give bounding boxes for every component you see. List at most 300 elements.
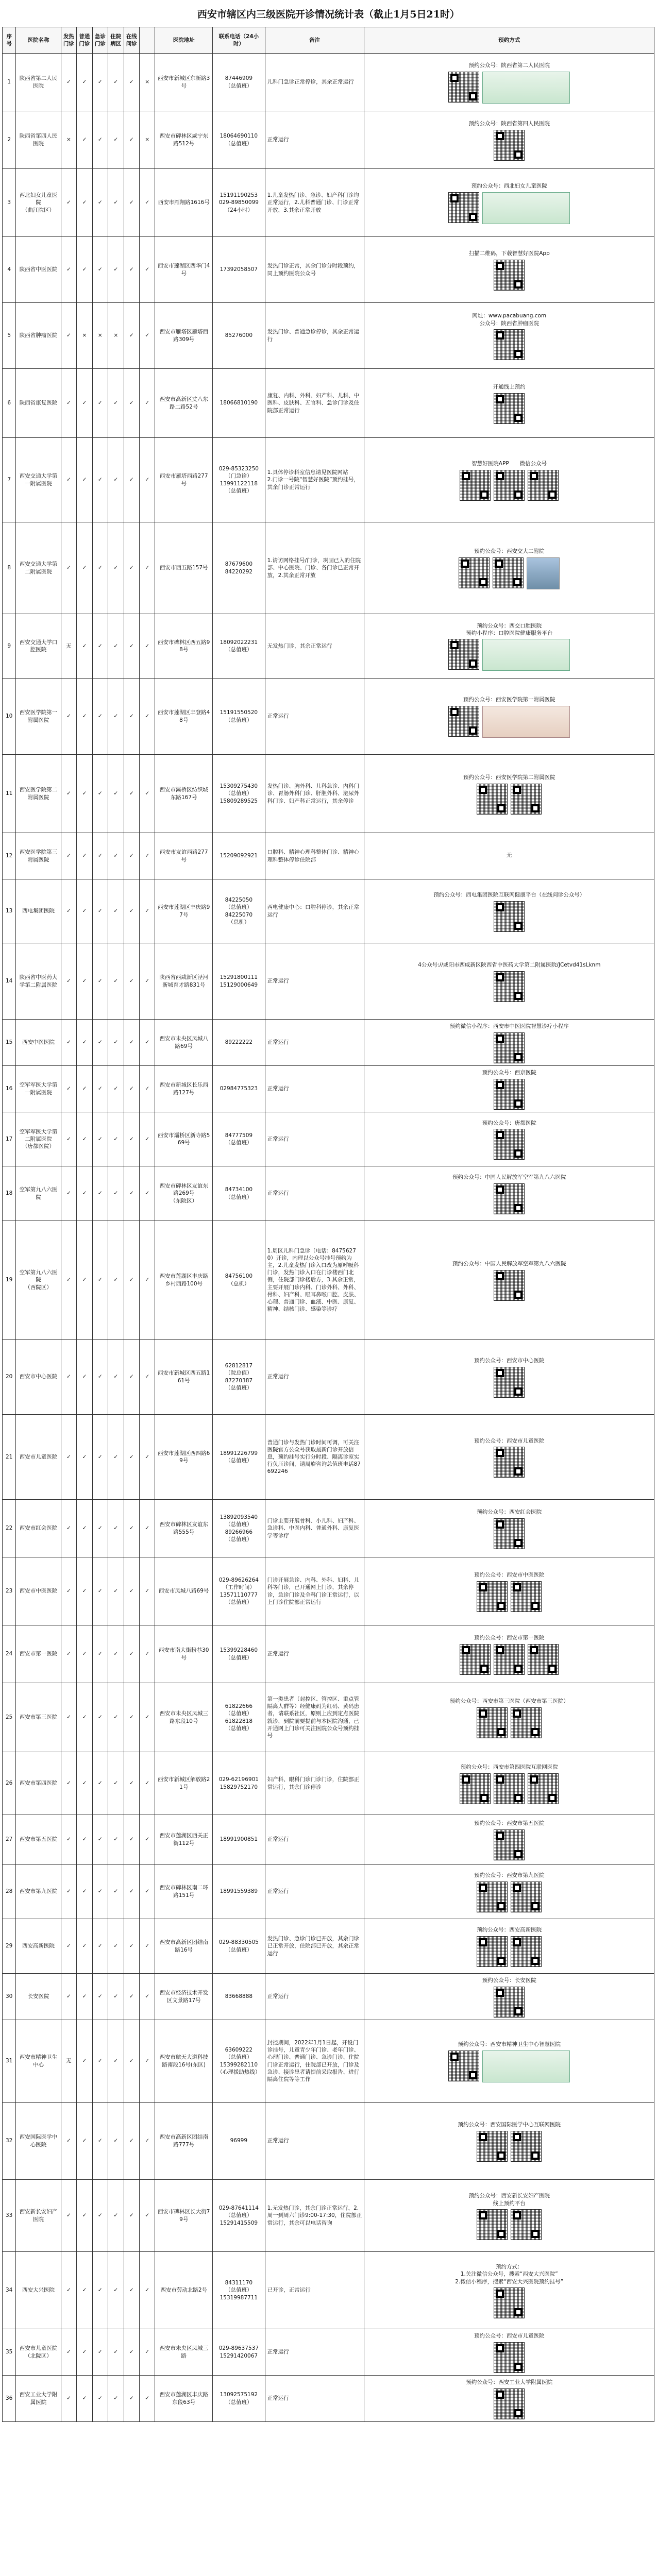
row-number: 36 [3, 2376, 16, 2422]
status-mark: ✓ [139, 1415, 155, 1500]
status-mark: ✓ [92, 1815, 108, 1865]
status-mark: ✓ [139, 303, 155, 369]
table-row [3, 169, 654, 237]
remark: 正常运行 [265, 1340, 364, 1415]
status-mark: ✓ [124, 1066, 139, 1112]
booking-cell [364, 522, 654, 614]
booking-images [366, 1773, 652, 1804]
hospital-phone: 96999 [213, 2103, 265, 2180]
status-mark: ✓ [92, 438, 108, 522]
status-mark: ✓ [92, 679, 108, 755]
hospital-phone: 63609222 （总值班） 15399282110 （心理援助热线） [213, 2020, 265, 2103]
row-number: 2 [3, 111, 16, 169]
table-row [3, 614, 654, 679]
qr-code[interactable] [448, 706, 479, 737]
booking-cell [364, 614, 654, 679]
status-mark: ✓ [77, 2103, 92, 2180]
hospital-name: 西安医学院第一附属医院 [16, 679, 61, 755]
status-mark: ✓ [77, 1974, 92, 2020]
status-mark: ✓ [124, 2180, 139, 2252]
row-number: 17 [3, 1112, 16, 1166]
hospital-name: 空军军医大学第二附属医院 （唐都医院） [16, 1112, 61, 1166]
qr-code[interactable] [459, 557, 490, 588]
hospital-name: 西安工业大学附属医院 [16, 2376, 61, 2422]
row-number: 22 [3, 1500, 16, 1557]
table-row [3, 111, 654, 169]
status-mark: ✓ [124, 303, 139, 369]
row-number: 35 [3, 2329, 16, 2376]
status-mark: ✓ [124, 1557, 139, 1625]
remark: 发热门诊正常，其余门诊分时段预约，同上预约医院公众号 [265, 237, 364, 303]
qr-code[interactable] [494, 1644, 525, 1675]
status-mark: ✓ [139, 369, 155, 438]
status-mark: ✓ [61, 2252, 76, 2329]
booking-text: 预约公众号：西电集团医院互联网健康平台（在线问诊公众号） [433, 892, 585, 899]
row-number: 1 [3, 54, 16, 111]
hospital-address: 西安市新城区解放路21号 [155, 1752, 213, 1815]
row-number: 25 [3, 1683, 16, 1752]
hospital-phone: 029-62196901 15829752170 [213, 1752, 265, 1815]
row-number: 29 [3, 1919, 16, 1974]
qr-code[interactable] [494, 1129, 525, 1160]
qr-code[interactable] [494, 1773, 525, 1804]
remark: 正常运行 [265, 1112, 364, 1166]
hospital-address: 西安市经济技术开发区文景路17号 [155, 1974, 213, 2020]
hospital-name: 西安市中医医院 [16, 1557, 61, 1625]
booking-images [366, 639, 652, 671]
hospital-name: 西安新长安妇产医院 [16, 2180, 61, 2252]
header-phone: 联系电话（24小时） [213, 27, 265, 54]
table-row [3, 1919, 654, 1974]
status-mark: ✓ [61, 169, 76, 237]
status-mark: ✓ [108, 2376, 124, 2422]
remark: 1.请访网络挂号/门诊，巩固已入的住院部、中心医院、门诊、各门诊已正常开放，2.其余正常开放 [265, 522, 364, 614]
remark: 无发热门诊，其余正常运行 [265, 614, 364, 679]
status-mark: ✓ [108, 1683, 124, 1752]
status-mark: ✓ [139, 1919, 155, 1974]
remark: 正常运行 [265, 2329, 364, 2376]
booking-images [366, 1518, 652, 1549]
status-mark: ✓ [77, 1340, 92, 1415]
booking-cell [364, 2103, 654, 2180]
status-mark: ✓ [92, 54, 108, 111]
qr-code[interactable] [511, 1882, 542, 1912]
hospital-phone: 15209092921 [213, 833, 265, 879]
status-mark: ✓ [77, 369, 92, 438]
hospital-address: 西安市灞桥区纺织城东路167号 [155, 755, 213, 833]
status-mark: ✓ [61, 1974, 76, 2020]
qr-code[interactable] [494, 1367, 525, 1398]
hospital-phone: 87679600 84220292 [213, 522, 265, 614]
hospital-address: 西安市碑林区长大街79号 [155, 2180, 213, 2252]
remark: 正常运行 [265, 1166, 364, 1221]
qr-code[interactable] [494, 130, 525, 161]
table-row [3, 2329, 654, 2376]
status-mark: ✓ [139, 1815, 155, 1865]
qr-code[interactable] [477, 1581, 508, 1612]
hospital-phone: 029-89637537 15291420067 [213, 2329, 265, 2376]
status-mark: ✓ [77, 2329, 92, 2376]
booking-cell [364, 2020, 654, 2103]
status-mark: ✓ [92, 2252, 108, 2329]
status-mark: ✓ [108, 1020, 124, 1066]
booking-images [366, 470, 652, 501]
qr-code[interactable] [460, 1773, 491, 1804]
booking-cell [364, 1166, 654, 1221]
status-mark: ✓ [92, 2376, 108, 2422]
row-number: 31 [3, 2020, 16, 2103]
hospital-address: 西安市未央区凤城三路 [155, 2329, 213, 2376]
qr-code[interactable] [494, 2287, 525, 2318]
booking-images [366, 1270, 652, 1301]
row-number: 15 [3, 1020, 16, 1066]
status-mark: ✓ [124, 1625, 139, 1683]
booking-images [366, 1079, 652, 1110]
qr-code[interactable] [494, 2388, 525, 2419]
remark: 已开诊，正常运行 [265, 2252, 364, 2329]
booking-cell [364, 1752, 654, 1815]
status-mark: ✓ [92, 2020, 108, 2103]
status-mark: ✓ [92, 1865, 108, 1919]
remark: 西电健康中心：口腔科停诊，其余正常运行 [265, 879, 364, 943]
status-mark: ✓ [124, 1415, 139, 1500]
status-mark: ✓ [77, 1625, 92, 1683]
qr-code[interactable] [511, 2131, 542, 2162]
hospital-address: 西安市莲湖区西关正街112号 [155, 1815, 213, 1865]
booking-cell [364, 438, 654, 522]
booking-text: 开通线上预约 [493, 384, 526, 391]
qr-code[interactable] [477, 1882, 508, 1912]
status-mark: ✓ [139, 1974, 155, 2020]
table-row [3, 2180, 654, 2252]
status-mark: ✓ [77, 438, 92, 522]
status-mark: ✓ [124, 1166, 139, 1221]
status-mark: ✓ [92, 1166, 108, 1221]
promo-banner[interactable] [482, 2050, 570, 2082]
qr-code[interactable] [494, 1987, 525, 2018]
status-mark: ✓ [108, 111, 124, 169]
header-booking: 预约方式 [364, 27, 654, 54]
hospital-phone: 84756100 （总机） [213, 1221, 265, 1340]
status-mark: ✓ [139, 1500, 155, 1557]
header-general: 普通门诊 [77, 27, 92, 54]
booking-cell [364, 1415, 654, 1500]
booking-images [366, 1882, 652, 1912]
status-mark: ✓ [61, 1340, 76, 1415]
hospital-address: 西安市莲湖区丰庆路东段63号 [155, 2376, 213, 2422]
booking-images [366, 72, 652, 104]
hospital-address: 西安市劳动北路2号 [155, 2252, 213, 2329]
status-mark: ✓ [124, 2020, 139, 2103]
header-inpatient: 住院病区 [108, 27, 124, 54]
status-mark: ✓ [92, 943, 108, 1020]
page-title: 西安市辖区内三级医院开诊情况统计表（截止1月5日21时） [197, 9, 460, 20]
qr-code[interactable] [477, 784, 508, 815]
booking-images [366, 1707, 652, 1738]
status-mark: ✓ [77, 1815, 92, 1865]
status-mark: ✓ [61, 1112, 76, 1166]
hospital-address: 西安市碑林区南二环路151号 [155, 1865, 213, 1919]
booking-cell [364, 2329, 654, 2376]
booking-images [366, 1987, 652, 2018]
hospital-name: 西安医学院第三附属医院 [16, 833, 61, 879]
promo-banner[interactable] [482, 639, 570, 671]
status-mark: ✓ [77, 2020, 92, 2103]
row-number: 5 [3, 303, 16, 369]
status-mark: ✓ [124, 438, 139, 522]
status-mark: ✓ [61, 369, 76, 438]
row-number: 34 [3, 2252, 16, 2329]
status-mark: ✓ [61, 237, 76, 303]
qr-code[interactable] [460, 1644, 491, 1675]
status-mark: ✓ [92, 1112, 108, 1166]
hospital-name: 西安市红会医院 [16, 1500, 61, 1557]
hospital-phone: 15191550520 （总值班） [213, 679, 265, 755]
qr-code[interactable] [493, 557, 524, 588]
qr-code[interactable] [494, 971, 525, 1002]
remark: 发热门诊、胸外科、儿科急诊、内科门诊、胃肠外科门诊、肝胆外科、泌尿外科门诊、妇产科正常运行，其余停诊 [265, 755, 364, 833]
status-mark: ✓ [92, 237, 108, 303]
hospital-address: 西安市未央区凤城三路东段10号 [155, 1683, 213, 1752]
promo-banner[interactable] [482, 706, 570, 738]
qr-code[interactable] [511, 1936, 542, 1967]
status-mark: ✓ [92, 879, 108, 943]
hospital-name: 西安交通大学口腔医院 [16, 614, 61, 679]
table-row [3, 369, 654, 438]
booking-images [366, 2050, 652, 2082]
qr-code[interactable] [511, 784, 542, 815]
qr-code[interactable] [528, 1644, 559, 1675]
booking-text: 预约公众号：陕西省第四人民医院 [468, 121, 550, 127]
booking-cell [364, 2180, 654, 2252]
status-mark: ✓ [92, 1221, 108, 1340]
table-row [3, 879, 654, 943]
status-mark: ✓ [139, 833, 155, 879]
status-mark: ✓ [77, 2252, 92, 2329]
booking-cell [364, 237, 654, 303]
booking-text: 预约公众号：中国人民解放军空军第九八六医院 [452, 1261, 566, 1267]
status-mark: ✓ [77, 943, 92, 1020]
booking-text: 预约公众号：西京医院 [482, 1070, 536, 1076]
qr-code[interactable] [494, 1032, 525, 1063]
status-mark: ✓ [77, 2180, 92, 2252]
status-mark: ✓ [124, 755, 139, 833]
hospital-address: 西安市碑林区咸宁东路512号 [155, 111, 213, 169]
hospital-phone: 02984775323 [213, 1066, 265, 1112]
row-number: 11 [3, 755, 16, 833]
booking-text: 预约公众号：西安高新医院 [477, 1927, 542, 1934]
qr-code[interactable] [477, 2131, 508, 2162]
qr-code[interactable] [494, 260, 525, 291]
qr-code[interactable] [494, 393, 525, 424]
status-mark: ✓ [92, 1500, 108, 1557]
booking-images [366, 192, 652, 224]
hospital-phone: 029-87641114 （总值班） 15291415509 [213, 2180, 265, 2252]
qr-code[interactable] [494, 1829, 525, 1860]
status-mark: ✓ [92, 833, 108, 879]
qr-code[interactable] [477, 1936, 508, 1967]
table-row [3, 1112, 654, 1166]
qr-code[interactable] [460, 470, 491, 501]
status-mark: ✓ [108, 237, 124, 303]
hospital-name: 空军第九八六医院 （西院区） [16, 1221, 61, 1340]
qr-code[interactable] [494, 901, 525, 932]
status-mark: ✓ [108, 1166, 124, 1221]
table-row [3, 303, 654, 369]
status-mark: ✓ [108, 438, 124, 522]
status-mark: ✓ [61, 2329, 76, 2376]
status-mark: ✓ [139, 679, 155, 755]
status-mark: ✓ [108, 614, 124, 679]
row-number: 23 [3, 1557, 16, 1625]
status-mark: ✓ [61, 1815, 76, 1865]
qr-code[interactable] [448, 2050, 479, 2081]
row-number: 28 [3, 1865, 16, 1919]
hospital-name: 西安市精神卫生中心 [16, 2020, 61, 2103]
qr-code[interactable] [448, 639, 479, 670]
booking-text: 预约公众号：陕西省第二人民医院 [468, 62, 550, 69]
status-mark: ✓ [139, 2376, 155, 2422]
hospital-name: 西安交通大学第一附属医院 [16, 438, 61, 522]
remark: 发热门诊、急诊门诊已开放，其余门诊已正常开放，住院部已开放，其余正常运行 [265, 1919, 364, 1974]
qr-code[interactable] [494, 1183, 525, 1214]
qr-code[interactable] [494, 2342, 525, 2373]
booking-cell [364, 1500, 654, 1557]
status-mark: ✓ [92, 1683, 108, 1752]
booking-cell [364, 1974, 654, 2020]
status-mark: ✓ [108, 2020, 124, 2103]
hospital-phone: 15191190253 029-89850099 （24小时） [213, 169, 265, 237]
status-mark: ✓ [139, 1066, 155, 1112]
status-mark: ✓ [139, 1865, 155, 1919]
status-mark: ✓ [61, 1415, 76, 1500]
hospital-phone: 18092022231 （总值班） [213, 614, 265, 679]
qr-code[interactable] [511, 2209, 542, 2240]
remark: 普通门诊与发热门诊时间可调，可关注医院官方公众号获取最新门诊开放信息，预约挂号实行分时段、隔离诊室实行负压诊间，请周旋咨询总值班电话87692246 [265, 1415, 364, 1500]
booking-images [366, 130, 652, 161]
booking-cell [364, 169, 654, 237]
hospital-address: 西安市未央区凤城八路69号 [155, 1020, 213, 1066]
status-mark: ✓ [124, 1865, 139, 1919]
booking-cell [364, 1221, 654, 1340]
status-mark: ✓ [108, 879, 124, 943]
booking-cell [364, 833, 654, 879]
booking-images [366, 1032, 652, 1063]
booking-images [366, 1367, 652, 1398]
hospital-phone: 17392058507 [213, 237, 265, 303]
status-mark: ✓ [61, 1683, 76, 1752]
remark: 正常运行 [265, 1815, 364, 1865]
status-mark: ✓ [61, 2376, 76, 2422]
qr-code[interactable] [494, 1079, 525, 1110]
booking-cell [364, 1112, 654, 1166]
header-name: 医院名称 [16, 27, 61, 54]
status-mark: ✓ [92, 1066, 108, 1112]
booking-text: 预约公众号：西安国际医学中心互联网医院 [458, 2122, 561, 2128]
status-mark: ✓ [61, 1066, 76, 1112]
qr-code[interactable] [477, 2209, 508, 2240]
hospital-name: 西安市第一医院 [16, 1625, 61, 1683]
table-row [3, 679, 654, 755]
qr-code[interactable] [511, 1581, 542, 1612]
qr-code[interactable] [528, 470, 559, 501]
status-mark: ✓ [124, 169, 139, 237]
building-photo[interactable] [527, 557, 560, 589]
status-mark: ✓ [92, 2329, 108, 2376]
booking-text: 智慧好医院APP 微信公众号 [471, 461, 547, 467]
booking-text: 预约公众号：西安市儿童医院 [474, 1437, 545, 1444]
status-mark: ✓ [124, 2103, 139, 2180]
hospital-name: 空军第九八六医院 [16, 1166, 61, 1221]
booking-cell [364, 1919, 654, 1974]
status-mark: ✓ [61, 1020, 76, 1066]
table-row [3, 1815, 654, 1865]
hospital-name: 长安医院 [16, 1974, 61, 2020]
status-mark: ✓ [92, 111, 108, 169]
hospital-phone: 18064690110 （总值班） [213, 111, 265, 169]
qr-code[interactable] [528, 1773, 559, 1804]
status-mark: ✓ [124, 879, 139, 943]
table-row [3, 1752, 654, 1815]
booking-text: 预约公众号：西北妇女儿童医院 [471, 183, 547, 190]
status-mark: ✓ [108, 1500, 124, 1557]
hospital-phone: 029-89626264 （工作时间） 13571110777 （总值班） [213, 1557, 265, 1625]
row-number: 33 [3, 2180, 16, 2252]
booking-images [366, 393, 652, 424]
status-mark: ✓ [77, 2376, 92, 2422]
status-mark: ✓ [77, 1752, 92, 1815]
qr-code[interactable] [494, 470, 525, 501]
status-mark: ✓ [124, 614, 139, 679]
booking-images [366, 1644, 652, 1675]
table-row [3, 943, 654, 1020]
qr-code[interactable] [494, 1270, 525, 1301]
status-mark: ✓ [61, 1166, 76, 1221]
qr-code[interactable] [448, 192, 479, 223]
status-mark: ✓ [108, 833, 124, 879]
status-mark: ✓ [139, 438, 155, 522]
row-number: 26 [3, 1752, 16, 1815]
qr-code[interactable] [511, 1707, 542, 1738]
qr-code[interactable] [494, 1518, 525, 1549]
status-mark: ✓ [77, 679, 92, 755]
status-mark: ✓ [77, 879, 92, 943]
booking-cell [364, 679, 654, 755]
status-mark: ✓ [92, 755, 108, 833]
booking-text: 网址：www.pacabuang.com 公众号：陕西省肿瘤医院 [472, 313, 547, 327]
status-mark: ✓ [77, 1865, 92, 1919]
qr-code[interactable] [494, 329, 525, 360]
status-mark: ✓ [77, 1066, 92, 1112]
status-mark: ✓ [61, 943, 76, 1020]
hospital-address: 西安市莲湖区丰庆路97号 [155, 879, 213, 943]
status-mark: ✓ [108, 1625, 124, 1683]
table-row [3, 438, 654, 522]
qr-code[interactable] [477, 1707, 508, 1738]
hospital-address: 西安市莲湖区西华门4号 [155, 237, 213, 303]
qr-code[interactable] [448, 72, 479, 103]
status-mark: × [92, 303, 108, 369]
status-mark: ✓ [108, 369, 124, 438]
status-mark: ✓ [77, 1415, 92, 1500]
promo-banner[interactable] [482, 192, 570, 224]
hospital-address: 西安市雁翔路1616号 [155, 169, 213, 237]
status-mark: ✓ [77, 1020, 92, 1066]
status-mark: ✓ [139, 943, 155, 1020]
promo-banner[interactable] [482, 72, 570, 104]
qr-code[interactable] [494, 1447, 525, 1478]
booking-text: 无 [506, 852, 512, 859]
